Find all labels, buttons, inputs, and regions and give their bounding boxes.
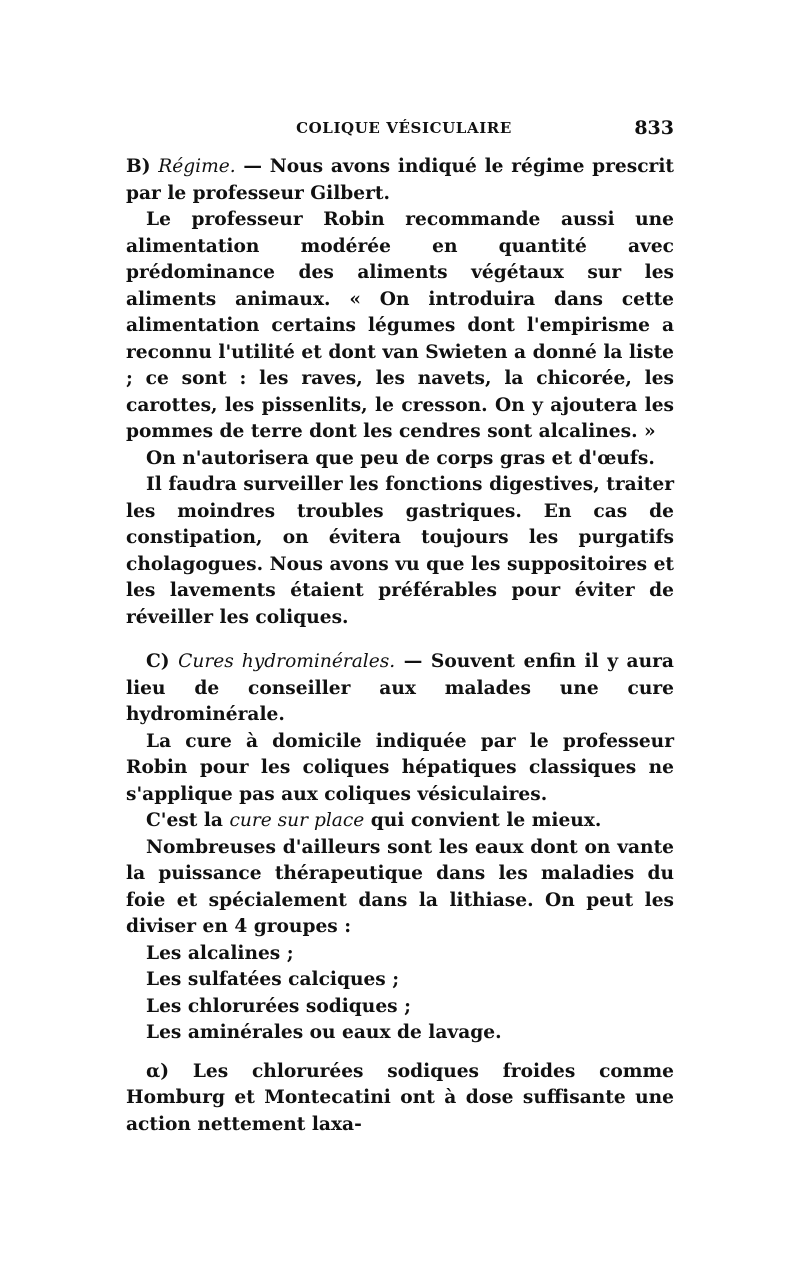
section-c-marker: C): [146, 651, 170, 672]
running-head-title: COLIQUE VÉSICULAIRE: [296, 119, 512, 137]
section-b-paragraph: Il faudra surveiller les fonctions digestives, traiter les moindres troubles gastriques. En cas de constipation, on évitera toujours les purgatifs cholagogues. Nous avons vu que les suppositoires et les lavements étaient préférables pour éviter de réveiller les coliques.: [126, 474, 674, 628]
section-b-paragraph: On n'autorisera que peu de corps gras et d'œufs.: [146, 447, 655, 469]
cure-sur-place-emphasis: cure sur place: [229, 810, 365, 831]
subsection-alpha-paragraph: [126, 1059, 674, 1139]
water-group-item: Les chlorurées sodiques ;: [146, 995, 411, 1017]
section-c-intro-text: — Souvent enfin il y aura lieu de conseiller aux malades une cure hydrominérale.: [126, 651, 674, 725]
body-text: [126, 154, 674, 1138]
section-c-paragraph: La cure à domicile indiquée par le professeur Robin pour les coliques hépatiques classiques ne s'applique pas aux coliques vésiculaires.: [126, 730, 674, 805]
cure-prefix: C'est la: [146, 810, 230, 831]
page-number: 833: [634, 117, 674, 139]
subsection-alpha-marker: α): [146, 1060, 170, 1082]
section-b-title: Régime.: [158, 156, 236, 177]
running-head: [126, 116, 682, 144]
water-group-item: Les alcalines ;: [146, 942, 294, 964]
section-b-heading-paragraph: [126, 154, 674, 207]
section-b-paragraph: Le professeur Robin recommande aussi une alimentation modérée en quantité avec prédominance des aliments végétaux sur les aliments animaux. « On introduira dans cette alimentation certains légumes dont l'empirisme a reconnu l'utilité et dont van Swieten a donné la liste ; ce sont : les raves, les navets, la chicorée, les carottes, les pissenlits, le cresson. On y ajoutera les pommes de terre dont les cendres sont alcalines. »: [126, 209, 674, 442]
section-gap: [126, 631, 674, 649]
section-c-heading-paragraph: [126, 649, 674, 729]
section-b-intro-text: — Nous avons indiqué le régime prescrit par le professeur Gilbert.: [126, 156, 674, 204]
cure-suffix: qui convient le mieux.: [364, 810, 602, 831]
water-group-item: Les aminérales ou eaux de lavage.: [146, 1022, 502, 1043]
subsection-gap: [126, 1047, 674, 1059]
section-c-paragraph: Nombreuses d'ailleurs sont les eaux dont on vante la puissance thérapeutique dans les maladies du foie et spécialement dans la lithiase. On peut les diviser en 4 groupes :: [126, 836, 674, 937]
cure-sur-place-paragraph: [126, 808, 674, 835]
water-group-item: Les sulfatées calciques ;: [146, 969, 400, 990]
subsection-alpha-text: Les chlorurées sodiques froides comme Homburg et Montecatini ont à dose suffisante une action nettement laxa-: [126, 1060, 674, 1135]
section-b-marker: B): [126, 156, 151, 177]
section-c-title: Cures hydrominérales.: [178, 651, 396, 672]
